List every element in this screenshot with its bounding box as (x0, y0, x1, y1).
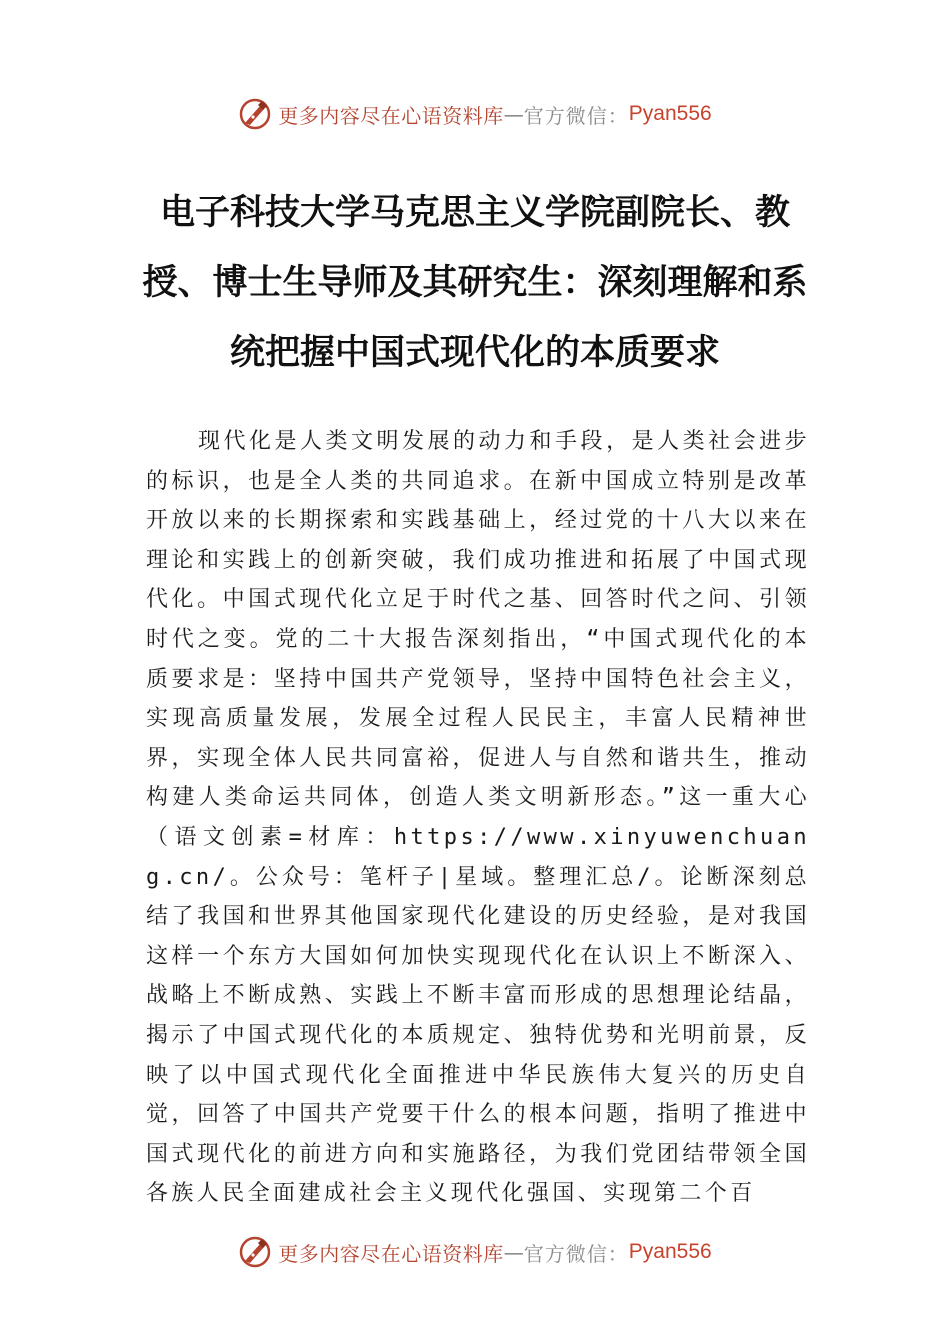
footer-watermark-banner (0, 1232, 950, 1272)
body-paragraph: 现代化是人类文明发展的动力和手段，是人类社会进步的标识，也是全人类的共同追求。在新中国成立特别是改革开放以来的长期探索和实践基础上，经过党的十八大以来在理论和实践上的创新突破，我们成功推进和拓展了中国式现代化。中国式现代化立足于时代之基、回答时代之问、引领时代之变。党的二十大报告深刻指出，“中国式现代化的本质要求是：坚持中国共产党领导，坚持中国特色社会主义，实现高质量发展，发展全过程人民民主，丰富人民精神世界，实现全体人民共同富裕，促进人与自然和谐共生，推动构建人类命运共同体，创造人类文明新形态。”这一重大心（语文创素=材库：https://www.xinyuwenchuang.cn/。公众号：笔杆子|星域。整理汇总/。论断深刻总结了我国和世界其他国家现代化建设的历史经验，是对我国这样一个东方大国如何加快实现现代化在认识上不断深入、战略上不断成熟、实践上不断丰富而形成的思想理论结晶，揭示了中国式现代化的本质规定、独特优势和光明前景，反映了以中国式现代化全面推进中华民族伟大复兴的历史自觉，回答了中国共产党要干什么的根本问题，指明了推进中国式现代化的前进方向和实施路径，为我们党团结带领全国各族人民全面建成社会主义现代化强国、实现第二个百 (146, 429, 810, 1207)
brand-text: 更多内容尽在心语资料库 (278, 103, 504, 128)
wechat-account: Pyan556 (628, 1240, 712, 1263)
header-watermark-banner (0, 94, 950, 134)
pen-nib-logo-icon (238, 1235, 272, 1269)
separator-dash: — (503, 102, 524, 126)
wechat-account: Pyan556 (628, 102, 712, 125)
wechat-label: 官方微信： (523, 103, 629, 128)
document-title: 电子科技大学马克思主义学院副院长、教授、博士生导师及其研究生：深刻理解和系统把握中国式现代化的本质要求 (142, 192, 808, 373)
brand-text: 更多内容尽在心语资料库 (278, 1241, 504, 1266)
separator-dash: — (503, 1240, 524, 1264)
wechat-label: 官方微信： (523, 1241, 629, 1266)
pen-nib-logo-icon (238, 97, 272, 131)
